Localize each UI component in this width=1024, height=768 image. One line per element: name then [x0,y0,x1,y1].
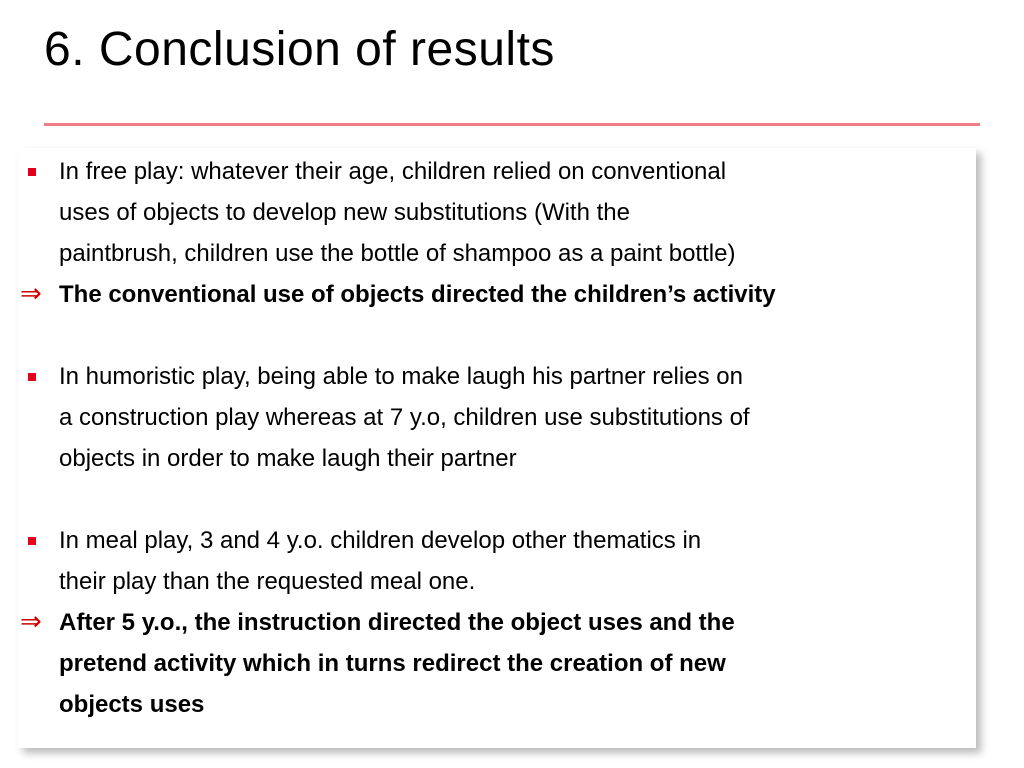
square-bullet-icon [28,373,36,381]
conclusion-text: pretend activity which in turns redirect the creation of new [59,650,726,677]
bullet-line [18,356,976,397]
conclusion-instruction [18,602,976,725]
bullet-line [18,192,976,233]
bullet-text: a construction play whereas at 7 y.o, children use substitutions of [59,404,750,431]
bullet-text: In free play: whatever their age, children relied on conventional [59,158,727,185]
bullet-line [18,561,976,602]
bullet-line [18,151,976,192]
bullet-text: In humoristic play, being able to make laugh his partner relies on [59,363,743,390]
conclusion-text: objects uses [59,691,205,718]
conclusion-line [18,274,976,315]
conclusion-line [18,602,976,643]
bullet-line [18,397,976,438]
bullet-text: uses of objects to develop new substitutions (With the [59,199,630,226]
content-box [18,148,976,748]
conclusion-text: After 5 y.o., the instruction directed the object uses and the [59,609,735,636]
bullet-meal-play [18,520,976,602]
bullet-text: In meal play, 3 and 4 y.o. children develop other thematics in [59,527,702,554]
bullet-line [18,520,976,561]
bullet-humoristic-play [18,356,976,479]
conclusion-line [18,643,976,684]
conclusion-conventional-use [18,274,976,315]
bullet-line [18,233,976,274]
bullet-text: objects in order to make laugh their partner [59,445,517,472]
slide-title: 6. Conclusion of results [44,23,555,76]
bullet-line [18,438,976,479]
square-bullet-icon [28,537,36,545]
bullet-text: their play than the requested meal one. [59,568,476,595]
conclusion-text: The conventional use of objects directed the children’s activity [59,281,776,308]
square-bullet-icon [28,168,36,176]
title-divider [44,123,980,126]
bullet-free-play [18,151,976,274]
implies-arrow-icon: ⇒ [20,607,42,637]
bullet-text: paintbrush, children use the bottle of shampoo as a paint bottle) [59,240,736,267]
implies-arrow-icon: ⇒ [20,279,42,309]
conclusion-line [18,684,976,725]
